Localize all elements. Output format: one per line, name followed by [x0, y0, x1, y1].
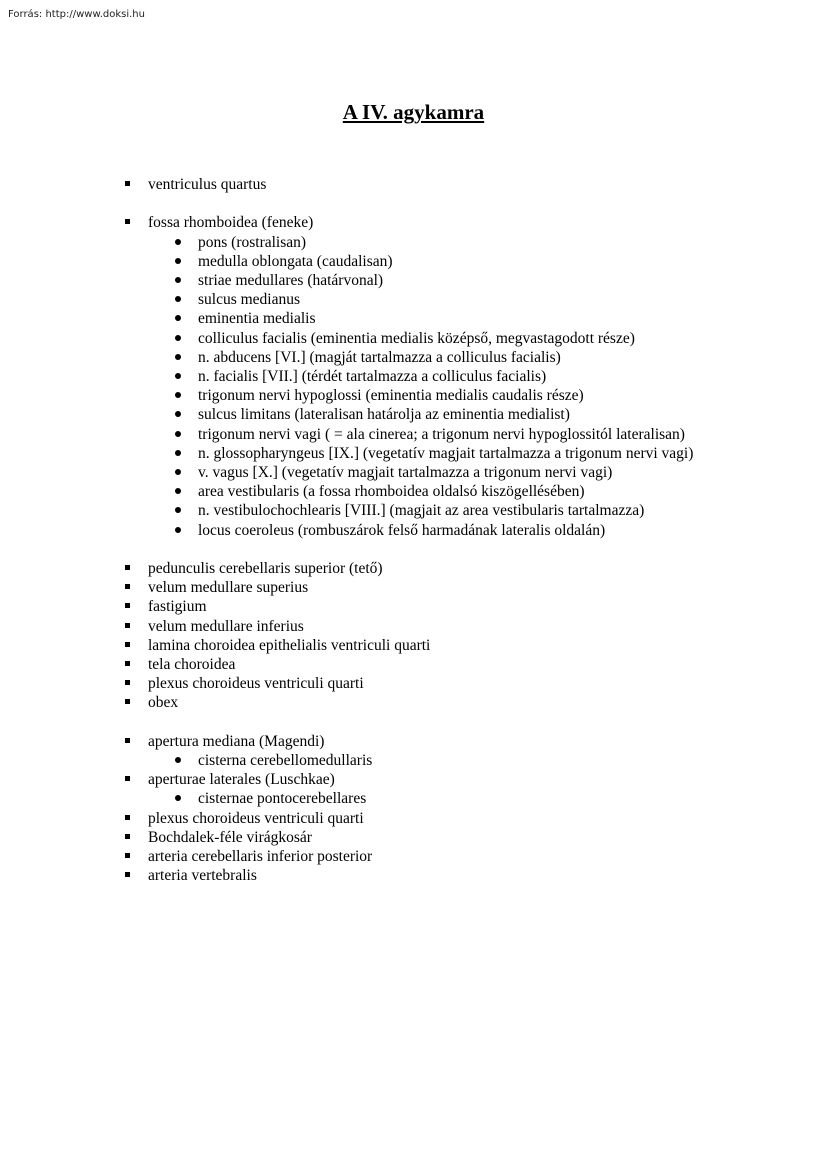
sub-list-item: eminentia medialis	[174, 309, 732, 328]
list-section	[122, 559, 732, 713]
list-item: velum medullare inferius	[122, 617, 732, 636]
sub-list-item: pons (rostralisan)	[174, 233, 732, 252]
source-label: Forrás: http://www.doksi.hu	[8, 9, 145, 20]
list-item: fastigium	[122, 597, 732, 616]
list-item: lamina choroidea epithelialis ventriculi quarti	[122, 636, 732, 655]
sub-list-item: colliculus facialis (eminentia medialis középső, megvastagodott része)	[174, 329, 732, 348]
sub-list-item: medulla oblongata (caudalisan)	[174, 252, 732, 271]
sub-list	[174, 751, 732, 770]
sub-list-item: sulcus medianus	[174, 290, 732, 309]
list-item: Bochdalek-féle virágkosár	[122, 828, 732, 847]
sub-list-item: n. abducens [VI.] (magját tartalmazza a colliculus facialis)	[174, 348, 732, 367]
list-item: arteria cerebellaris inferior posterior	[122, 847, 732, 866]
sub-list-item: v. vagus [X.] (vegetatív magjait tartalmazza a trigonum nervi vagi)	[174, 463, 732, 482]
sub-list-item: n. vestibulochochlearis [VIII.] (magjait az area vestibularis tartalmazza)	[174, 501, 732, 520]
list-item: apertura mediana (Magendi)	[122, 732, 732, 751]
list-item: pedunculis cerebellaris superior (tető)	[122, 559, 732, 578]
sub-list-item: trigonum nervi hypoglossi (eminentia medialis caudalis része)	[174, 386, 732, 405]
list-item: obex	[122, 693, 732, 712]
sub-list-item: locus coeroleus (rombuszárok felső harmadának lateralis oldalán)	[174, 521, 732, 540]
list-section	[122, 732, 732, 886]
list-item: ventriculus quartus	[122, 175, 732, 194]
sub-list	[174, 233, 732, 540]
list-section	[122, 213, 732, 539]
page-title: A IV. agykamra	[342, 100, 485, 124]
list-item: arteria vertebralis	[122, 866, 732, 885]
sub-list-item: sulcus limitans (lateralisan határolja az eminentia medialist)	[174, 405, 732, 424]
sub-list-item: n. facialis [VII.] (térdét tartalmazza a colliculus facialis)	[174, 367, 732, 386]
document-body	[122, 175, 732, 905]
sub-list-item: trigonum nervi vagi ( = ala cinerea; a trigonum nervi hypoglossitól lateralisan)	[174, 425, 732, 444]
sub-list-item: striae medullares (határvonal)	[174, 271, 732, 290]
list-item: aperturae laterales (Luschkae)	[122, 770, 732, 789]
list-item: plexus choroideus ventriculi quarti	[122, 674, 732, 693]
sub-list-item: cisterna cerebellomedullaris	[174, 751, 732, 770]
list-item: fossa rhomboidea (feneke)	[122, 213, 732, 232]
list-section	[122, 175, 732, 194]
list-item: plexus choroideus ventriculi quarti	[122, 809, 732, 828]
list-item: tela choroidea	[122, 655, 732, 674]
sub-list-item: cisternae pontocerebellares	[174, 789, 732, 808]
sub-list-item: n. glossopharyngeus [IX.] (vegetatív magjait tartalmazza a trigonum nervi vagi)	[174, 444, 732, 463]
sub-list-item: area vestibularis (a fossa rhomboidea oldalsó kiszögellésében)	[174, 482, 732, 501]
list-item: velum medullare superius	[122, 578, 732, 597]
sub-list	[174, 789, 732, 808]
